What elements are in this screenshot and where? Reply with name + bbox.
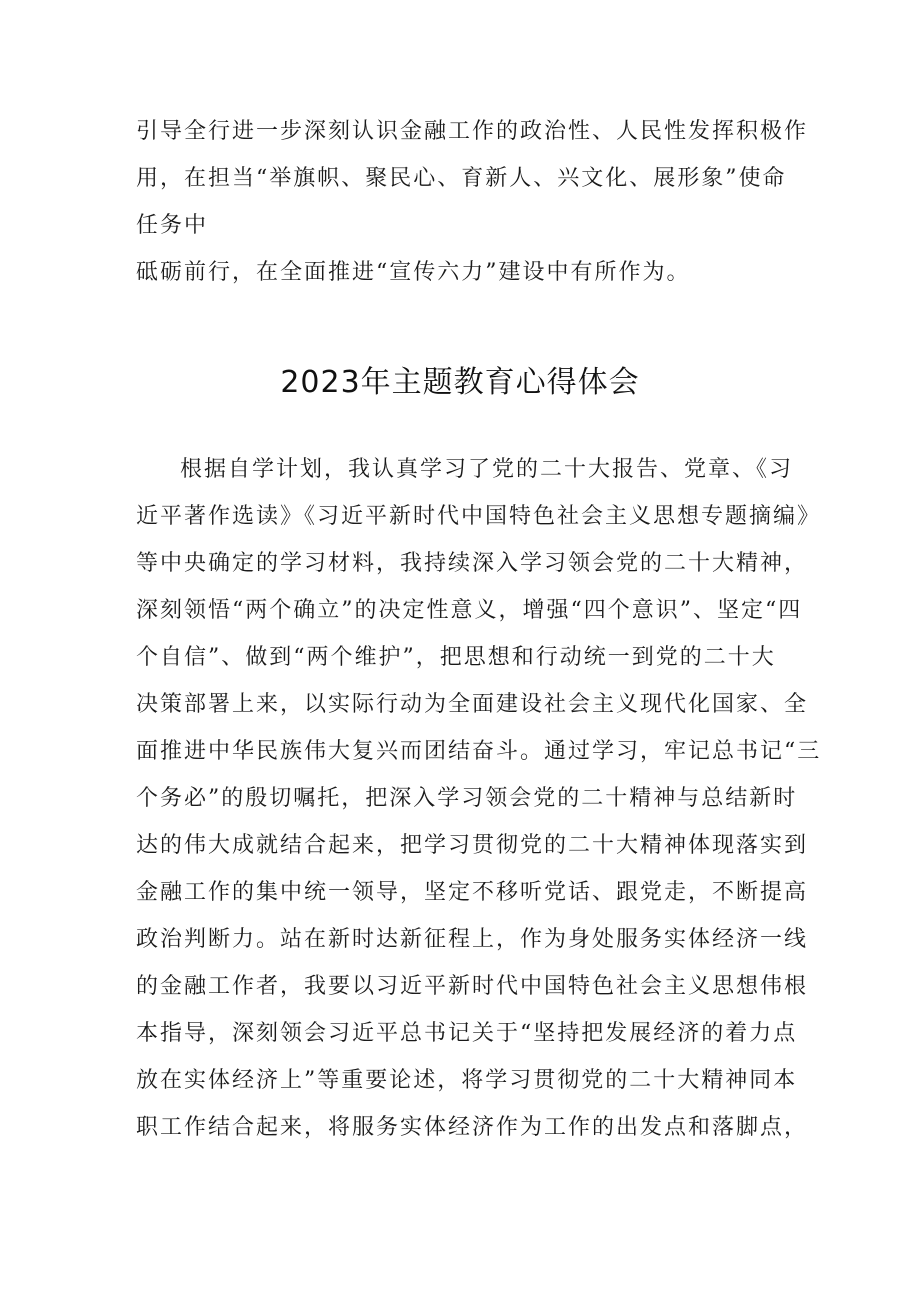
body-line: 金融工作的集中统一领导，坚定不移听党话、跟党走，不断提高 [136, 880, 809, 905]
body-line: 职工作结合起来，将服务实体经济作为工作的出发点和落脚点， [136, 1115, 809, 1140]
body-line: 政治判断力。站在新时达新征程上，作为身处服务实体经济一线 [136, 927, 809, 952]
body-line: 等中央确定的学习材料，我持续深入学习领会党的二十大精神， [136, 551, 809, 576]
body-line: 达的伟大成就结合起来，把学习贯彻党的二十大精神体现落实到 [136, 833, 809, 858]
body-line: 近平著作选读》《习近平新时代中国特色社会主义思想专题摘编》 [136, 504, 822, 529]
body-line: 根据自学计划，我认真学习了党的二十大报告、党章、《习 [180, 457, 794, 482]
body-line: 个务必”的殷切嘱托，把深入学习领会党的二十精神与总结新时 [136, 786, 798, 811]
intro-line: 任务中 [136, 213, 209, 238]
body-line: 放在实体经济上”等重要论述，将学习贯彻党的二十大精神同本 [136, 1068, 798, 1093]
intro-line: 引导全行进一步深刻认识金融工作的政治性、人民性发挥积极作 [136, 119, 809, 144]
article-title: 2023年主题教育心得体会 [280, 365, 640, 400]
body-line: 面推进中华民族伟大复兴而团结奋斗。通过学习，牢记总书记“三 [136, 739, 822, 764]
intro-line: 砥砺前行，在全面推进“宣传六力”建设中有所作为。 [136, 260, 691, 285]
body-line: 决策部署上来，以实际行动为全面建设社会主义现代化国家、全 [136, 692, 809, 717]
body-line: 本指导，深刻领会习近平总书记关于“坚持把发展经济的着力点 [136, 1021, 798, 1046]
body-line: 深刻领悟“两个确立”的决定性意义，增强“四个意识”、坚定“四 [136, 598, 803, 623]
body-line: 的金融工作者，我要以习近平新时代中国特色社会主义思想伟根 [136, 974, 809, 999]
body-line: 个自信”、做到“两个维护”，把思想和行动统一到党的二十大 [136, 645, 776, 670]
intro-line: 用，在担当“举旗帜、聚民心、育新人、兴文化、展形象”使命 [136, 166, 787, 191]
